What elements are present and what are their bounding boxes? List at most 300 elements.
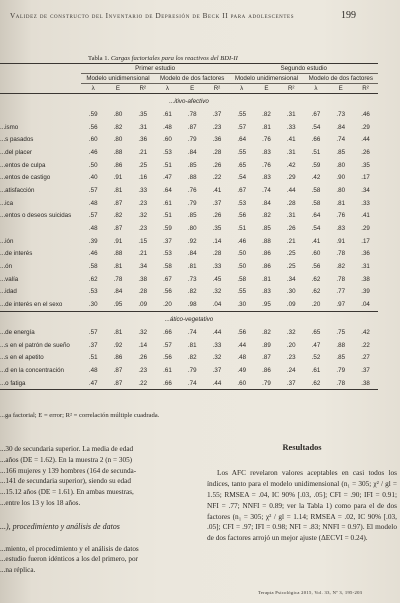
loading-value: .57 bbox=[163, 341, 172, 349]
table-caption-label: Tabla 1. bbox=[88, 55, 110, 62]
loading-value: .81 bbox=[187, 263, 197, 271]
loading-value: .38 bbox=[361, 275, 370, 283]
loading-value: .56 bbox=[88, 123, 98, 131]
table-row-cognitive bbox=[0, 121, 378, 134]
loading-value: .46 bbox=[88, 148, 98, 156]
loading-value: .23 bbox=[138, 225, 148, 233]
stat-column-header: λ bbox=[155, 84, 180, 94]
item-label: ...s en el apetito bbox=[0, 354, 44, 362]
loading-value: .36 bbox=[212, 136, 222, 144]
loading-value: .25 bbox=[286, 250, 296, 258]
loading-value: .82 bbox=[262, 328, 271, 336]
loading-value: .83 bbox=[262, 174, 271, 182]
table-row-somatic bbox=[0, 339, 378, 352]
loading-value: .33 bbox=[361, 199, 370, 207]
loading-value: .47 bbox=[311, 341, 321, 349]
loading-value: .14 bbox=[212, 237, 222, 245]
loading-value: .86 bbox=[113, 161, 123, 169]
loading-value: .56 bbox=[311, 263, 321, 271]
loading-value: .54 bbox=[311, 225, 321, 233]
loading-value: .60 bbox=[229, 377, 254, 390]
table-row-cognitive bbox=[0, 146, 378, 159]
loading-value: .62 bbox=[311, 288, 321, 296]
loading-value: .82 bbox=[262, 212, 271, 220]
loading-value: .61 bbox=[163, 199, 172, 207]
loading-value: .47 bbox=[81, 377, 106, 390]
table-row-cognitive bbox=[0, 197, 378, 210]
text-line: ...entre los 13 y los 18 años. bbox=[0, 498, 81, 507]
loading-value: .39 bbox=[88, 237, 98, 245]
loading-value: .80 bbox=[336, 186, 346, 194]
header-study2: Segundo estudio bbox=[229, 64, 378, 74]
loading-value: .91 bbox=[113, 237, 123, 245]
loading-value: .88 bbox=[187, 174, 197, 182]
loading-value: .35 bbox=[138, 110, 148, 118]
loading-value: .39 bbox=[361, 288, 370, 296]
loading-value: .76 bbox=[262, 136, 271, 144]
loading-value: .82 bbox=[113, 123, 123, 131]
loading-value: .22 bbox=[361, 341, 370, 349]
loading-value: .85 bbox=[336, 354, 346, 362]
loading-value: .21 bbox=[138, 148, 148, 156]
loading-value: .81 bbox=[187, 341, 197, 349]
loading-value: .17 bbox=[361, 174, 370, 182]
loading-value: .28 bbox=[286, 199, 296, 207]
item-label bbox=[0, 222, 81, 235]
loading-value: .56 bbox=[163, 354, 172, 362]
loading-value: .58 bbox=[163, 263, 172, 271]
loading-value: .78 bbox=[336, 275, 346, 283]
loading-value: .88 bbox=[262, 237, 271, 245]
loading-value: .74 bbox=[336, 136, 346, 144]
loading-value: .53 bbox=[163, 148, 172, 156]
results-heading: Resultados bbox=[282, 443, 322, 452]
loading-value: .33 bbox=[212, 341, 222, 349]
table-row-cognitive bbox=[0, 159, 378, 172]
loading-value: .31 bbox=[361, 263, 370, 271]
loading-value: .55 bbox=[237, 110, 247, 118]
loading-value: .87 bbox=[187, 123, 197, 131]
loading-value: .62 bbox=[311, 275, 321, 283]
header-unidimensional-1: Modelo unidimensional bbox=[81, 74, 155, 84]
loading-value: .37 bbox=[163, 237, 172, 245]
text-line: ...na réplica. bbox=[0, 566, 36, 575]
loading-value: .83 bbox=[262, 148, 271, 156]
stat-column-header: λ bbox=[229, 84, 254, 94]
table-row-cognitive bbox=[0, 210, 378, 223]
loading-value: .67 bbox=[163, 275, 172, 283]
loading-value: .42 bbox=[286, 161, 296, 169]
loading-value: .36 bbox=[361, 250, 370, 258]
loading-value: .54 bbox=[311, 123, 321, 131]
loading-value: .44 bbox=[212, 328, 222, 336]
factor-loadings-table bbox=[0, 63, 378, 390]
loading-value: .41 bbox=[286, 136, 296, 144]
loading-value: .79 bbox=[336, 366, 346, 374]
header-study1: Primer estudio bbox=[81, 64, 230, 74]
loading-value: .32 bbox=[286, 328, 296, 336]
loading-value: .09 bbox=[286, 301, 296, 309]
loading-value: .42 bbox=[361, 328, 370, 336]
loading-value: .64 bbox=[311, 212, 321, 220]
loading-value: .28 bbox=[138, 288, 148, 296]
right-column bbox=[207, 443, 397, 544]
loading-value: .83 bbox=[336, 225, 346, 233]
loading-value: .26 bbox=[138, 354, 148, 362]
loading-value: .65 bbox=[311, 328, 321, 336]
loading-value: .29 bbox=[361, 123, 370, 131]
loading-value: .78 bbox=[187, 110, 197, 118]
loading-value: .98 bbox=[187, 301, 197, 309]
loading-value: .23 bbox=[138, 199, 148, 207]
loading-value: .37 bbox=[88, 341, 98, 349]
loading-value: .29 bbox=[286, 174, 296, 182]
loading-value: .59 bbox=[311, 161, 321, 169]
loading-value: .59 bbox=[88, 110, 98, 118]
loading-value: .50 bbox=[237, 250, 247, 258]
loading-value: .67 bbox=[237, 186, 247, 194]
section-subheading: ...), procedimiento y análisis de datos bbox=[0, 521, 120, 531]
loading-value: .31 bbox=[138, 123, 148, 131]
loading-value: .22 bbox=[212, 174, 222, 182]
loading-value: .37 bbox=[361, 366, 370, 374]
loading-value: .56 bbox=[237, 212, 247, 220]
text-line: ...166 mujeres y 139 hombres (164 de secunda- bbox=[0, 466, 137, 475]
loading-value: .84 bbox=[262, 199, 271, 207]
loading-value: .27 bbox=[361, 354, 370, 362]
loading-value: .61 bbox=[163, 110, 172, 118]
loading-value: .15 bbox=[138, 237, 148, 245]
loading-value: .87 bbox=[106, 377, 131, 390]
loading-value: .51 bbox=[88, 354, 98, 362]
text-line: ...15.12 años (DE = 1.61). En ambas muestras, bbox=[0, 488, 134, 497]
loading-value: .89 bbox=[262, 341, 271, 349]
item-label: ...valía bbox=[0, 275, 19, 283]
loading-value: .81 bbox=[336, 199, 346, 207]
loading-value: .66 bbox=[155, 377, 180, 390]
loading-value: .46 bbox=[361, 110, 370, 118]
loading-value: .53 bbox=[163, 250, 172, 258]
loading-value: .85 bbox=[336, 148, 346, 156]
loading-value: .83 bbox=[262, 288, 271, 296]
loading-value: .64 bbox=[237, 136, 247, 144]
item-label: ...de interés en el sexo bbox=[0, 301, 63, 309]
loading-value: .24 bbox=[286, 366, 296, 374]
item-label: ...d en la concentración bbox=[0, 366, 64, 374]
loading-value: .60 bbox=[163, 136, 172, 144]
loading-value: .58 bbox=[88, 263, 98, 271]
loading-value: .51 bbox=[237, 225, 247, 233]
loading-value: .92 bbox=[113, 341, 123, 349]
loading-value: .84 bbox=[187, 250, 197, 258]
loading-value: .82 bbox=[187, 288, 197, 296]
item-label: ...entos de culpa bbox=[0, 161, 46, 169]
loading-value: .76 bbox=[336, 212, 346, 220]
item-label bbox=[0, 108, 81, 121]
loading-value: .30 bbox=[88, 301, 98, 309]
table-row-somatic bbox=[0, 351, 378, 364]
loading-value: .95 bbox=[113, 301, 123, 309]
table-row-cognitive bbox=[0, 260, 378, 273]
stat-column-header: λ bbox=[304, 84, 329, 94]
loading-value: .44 bbox=[205, 377, 230, 390]
loading-value: .88 bbox=[336, 341, 346, 349]
table-row-cognitive bbox=[0, 222, 378, 235]
loading-value: .92 bbox=[187, 237, 197, 245]
loading-value: .37 bbox=[212, 366, 222, 374]
loading-value: .58 bbox=[237, 275, 247, 283]
loading-value: .23 bbox=[286, 354, 296, 362]
item-label: ...entos de castigo bbox=[0, 174, 51, 182]
stat-column-header: E bbox=[180, 84, 205, 94]
loading-value: .74 bbox=[187, 328, 197, 336]
loading-value: .61 bbox=[311, 366, 321, 374]
loading-value: .78 bbox=[328, 377, 353, 390]
item-label: ...del placer bbox=[0, 148, 32, 156]
item-label: ...de energía bbox=[0, 328, 35, 336]
loading-value: .32 bbox=[212, 354, 222, 362]
loading-value: .34 bbox=[138, 263, 148, 271]
loading-value: .81 bbox=[113, 186, 123, 194]
text-line: ...141 de secundaria superior), siendo su edad bbox=[0, 477, 131, 486]
table-row-cognitive bbox=[0, 298, 378, 311]
item-label: ...ica bbox=[0, 199, 14, 207]
section-somatic-vegetative: ...ático-vegetativo bbox=[0, 312, 378, 327]
loading-value: .86 bbox=[262, 366, 271, 374]
loading-value: .88 bbox=[113, 250, 123, 258]
table-caption-text: Cargas factoriales para los reactivos del BDI-II bbox=[110, 55, 238, 62]
loading-value: .85 bbox=[187, 212, 197, 220]
loading-value: .53 bbox=[88, 288, 98, 296]
table-row-cognitive bbox=[0, 235, 378, 248]
header-two-factor-2: Modelo de dos factores bbox=[304, 74, 378, 84]
loading-value: .80 bbox=[113, 110, 123, 118]
loading-value: .95 bbox=[262, 301, 271, 309]
loading-value: .22 bbox=[130, 377, 155, 390]
loading-value: .31 bbox=[286, 212, 296, 220]
loading-value: .91 bbox=[336, 237, 346, 245]
loading-value: .16 bbox=[138, 174, 148, 182]
loading-value: .78 bbox=[336, 250, 346, 258]
loading-value: .65 bbox=[237, 161, 247, 169]
loading-value: .57 bbox=[88, 328, 98, 336]
loading-value: .45 bbox=[212, 275, 222, 283]
loading-value: .78 bbox=[113, 275, 123, 283]
loading-value: .44 bbox=[237, 341, 247, 349]
loading-value: .80 bbox=[113, 136, 123, 144]
stat-column-header: E bbox=[328, 84, 353, 94]
loading-value: .81 bbox=[113, 328, 123, 336]
loading-value: .48 bbox=[237, 354, 247, 362]
loading-value: .38 bbox=[138, 275, 148, 283]
loading-value: .87 bbox=[113, 225, 123, 233]
loading-value: .17 bbox=[361, 237, 370, 245]
table-row-cognitive bbox=[0, 108, 378, 121]
loading-value: .56 bbox=[163, 288, 172, 296]
loading-value: .81 bbox=[262, 123, 271, 131]
stat-column-header: R² bbox=[130, 84, 155, 94]
loading-value: .82 bbox=[113, 212, 123, 220]
loading-value: .36 bbox=[138, 136, 148, 144]
loading-value: .14 bbox=[138, 341, 148, 349]
loading-value: .42 bbox=[311, 174, 321, 182]
loading-value: .33 bbox=[286, 123, 296, 131]
item-label: ...de interés bbox=[0, 250, 33, 258]
item-label: ...s pasados bbox=[0, 136, 34, 144]
loading-value: .80 bbox=[336, 161, 346, 169]
table-row-cognitive bbox=[0, 286, 378, 299]
table-row-cognitive bbox=[0, 273, 378, 286]
loading-value: .40 bbox=[88, 174, 98, 182]
loading-value: .20 bbox=[286, 341, 296, 349]
journal-footer: Terapia Psicológica 2015, Vol. 33, Nº 3, 195-203 bbox=[258, 590, 363, 595]
item-label: ...atisfacción bbox=[0, 186, 35, 194]
loading-value: .28 bbox=[212, 250, 222, 258]
loading-value: .97 bbox=[336, 301, 346, 309]
loading-value: .62 bbox=[88, 275, 98, 283]
loading-value: .20 bbox=[311, 301, 321, 309]
item-label: ...ión bbox=[0, 237, 14, 245]
loading-value: .35 bbox=[212, 225, 222, 233]
loading-value: .79 bbox=[187, 199, 197, 207]
loading-value: .88 bbox=[113, 148, 123, 156]
loading-value: .26 bbox=[212, 212, 222, 220]
loading-value: .81 bbox=[113, 263, 123, 271]
loading-value: .47 bbox=[163, 174, 172, 182]
loading-value: .87 bbox=[113, 199, 123, 207]
loading-value: .59 bbox=[163, 225, 172, 233]
stat-column-header: λ bbox=[81, 84, 106, 94]
loading-value: .82 bbox=[336, 263, 346, 271]
text-line: ...años (DE = 1.62). En la muestra 2 (n = 305) bbox=[0, 455, 133, 464]
loading-value: .26 bbox=[361, 148, 370, 156]
loading-value: .79 bbox=[254, 377, 279, 390]
loading-value: .26 bbox=[212, 161, 222, 169]
loading-value: .75 bbox=[336, 328, 346, 336]
loading-value: .23 bbox=[212, 123, 222, 131]
loading-value: .04 bbox=[361, 301, 370, 309]
section-cognitive-affective: ...itivo-afectivo bbox=[169, 97, 209, 105]
loading-value: .57 bbox=[237, 123, 247, 131]
item-label: ...ón bbox=[0, 263, 13, 271]
loading-value: .76 bbox=[262, 161, 271, 169]
loading-value: .23 bbox=[138, 366, 148, 374]
loading-value: .76 bbox=[187, 186, 197, 194]
loading-value: .86 bbox=[262, 263, 271, 271]
loading-value: .81 bbox=[262, 275, 271, 283]
loading-value: .84 bbox=[187, 148, 197, 156]
results-paragraph: Los AFC revelaron valores aceptables en casi todos los índices, tanto para el modelo unidimensional (n₁ = 305; χ² / gl = 1.55; RMSEA = .04, IC 90% [.03, .05]; CFI = .90; IFI = 0.91; NFI = .77; NNFI = 0.89; ver la Tabla 1) como para el de dos factores (n₁ = 305; χ² / gl = 1.14; RMSEA = .02, IC 90% [.03, .05]; CFI = .97; IFI = 0.98; NFI = .83; NNFI = 0.97). El modelo de dos factores arrojó un mejor ajuste (ΔECVI = 0.24). bbox=[207, 467, 397, 543]
loading-value: .48 bbox=[163, 123, 172, 131]
loading-value: .30 bbox=[237, 301, 247, 309]
loading-value: .86 bbox=[113, 354, 123, 362]
loading-value: .38 bbox=[353, 377, 378, 390]
table-caption bbox=[88, 55, 238, 62]
loading-value: .51 bbox=[163, 161, 172, 169]
loading-value: .48 bbox=[88, 199, 98, 207]
loading-value: .74 bbox=[180, 377, 205, 390]
loading-value: .21 bbox=[138, 250, 148, 258]
loading-value: .46 bbox=[237, 237, 247, 245]
loading-value: .37 bbox=[212, 110, 222, 118]
loading-value: .48 bbox=[88, 366, 98, 374]
loading-value: .21 bbox=[286, 237, 296, 245]
loading-value: .58 bbox=[311, 186, 321, 194]
loading-value: .50 bbox=[237, 263, 247, 271]
table-row-somatic bbox=[0, 377, 378, 390]
table-row-cognitive bbox=[0, 248, 378, 261]
loading-value: .35 bbox=[361, 161, 370, 169]
loading-value: .56 bbox=[237, 328, 247, 336]
loading-value: .73 bbox=[187, 275, 197, 283]
loading-value: .26 bbox=[286, 225, 296, 233]
loading-value: .77 bbox=[336, 288, 346, 296]
table-row-somatic bbox=[0, 364, 378, 377]
stat-column-header: E bbox=[106, 84, 131, 94]
loading-value: .51 bbox=[163, 212, 172, 220]
loading-value: .61 bbox=[163, 366, 172, 374]
loading-value: .33 bbox=[212, 263, 222, 271]
item-label: ...ismo bbox=[0, 123, 19, 131]
loading-value: .79 bbox=[187, 136, 197, 144]
loading-value: .87 bbox=[262, 354, 271, 362]
loading-value: .54 bbox=[237, 174, 247, 182]
table-row-cognitive bbox=[0, 171, 378, 184]
loading-value: .91 bbox=[113, 174, 123, 182]
loading-value: .55 bbox=[237, 288, 247, 296]
item-label: ...entos o deseos suicidas bbox=[0, 212, 72, 220]
text-line: ...miento, el procedimiento y el análisis de datos bbox=[0, 544, 139, 553]
loading-value: .51 bbox=[311, 148, 321, 156]
table-row-cognitive bbox=[0, 184, 378, 197]
loading-value: .60 bbox=[311, 250, 321, 258]
loading-value: .32 bbox=[138, 328, 148, 336]
loading-value: .50 bbox=[88, 161, 98, 169]
left-column bbox=[0, 444, 175, 576]
loading-value: .66 bbox=[163, 328, 172, 336]
loading-value: .32 bbox=[212, 288, 222, 296]
stat-column-header: E bbox=[254, 84, 279, 94]
loading-value: .41 bbox=[361, 212, 370, 220]
loading-value: .44 bbox=[286, 186, 296, 194]
loading-value: .33 bbox=[138, 186, 148, 194]
loading-value: .87 bbox=[113, 366, 123, 374]
loading-value: .20 bbox=[163, 301, 172, 309]
loading-value: .55 bbox=[237, 148, 247, 156]
loading-value: .57 bbox=[88, 186, 98, 194]
loading-value: .31 bbox=[286, 148, 296, 156]
loading-value: .04 bbox=[212, 301, 222, 309]
item-label: ...idad bbox=[0, 288, 17, 296]
item-label: ...s en el patrón de sueño bbox=[0, 341, 70, 349]
loading-value: .82 bbox=[262, 110, 271, 118]
running-head: Validez de constructo del Inventario de Depresión de Beck II para adolescentes bbox=[10, 12, 295, 20]
loading-value: .53 bbox=[237, 199, 247, 207]
loading-value: .67 bbox=[311, 110, 321, 118]
loading-value: .30 bbox=[286, 288, 296, 296]
loading-value: .25 bbox=[138, 161, 148, 169]
loading-value: .90 bbox=[336, 174, 346, 182]
loading-value: .85 bbox=[187, 161, 197, 169]
loading-value: .32 bbox=[138, 212, 148, 220]
loading-value: .73 bbox=[336, 110, 346, 118]
loading-value: .85 bbox=[262, 225, 271, 233]
loading-value: .58 bbox=[311, 199, 321, 207]
table-row-somatic bbox=[0, 326, 378, 339]
table-row-cognitive bbox=[0, 133, 378, 146]
loading-value: .84 bbox=[113, 288, 123, 296]
loading-value: .64 bbox=[163, 186, 172, 194]
